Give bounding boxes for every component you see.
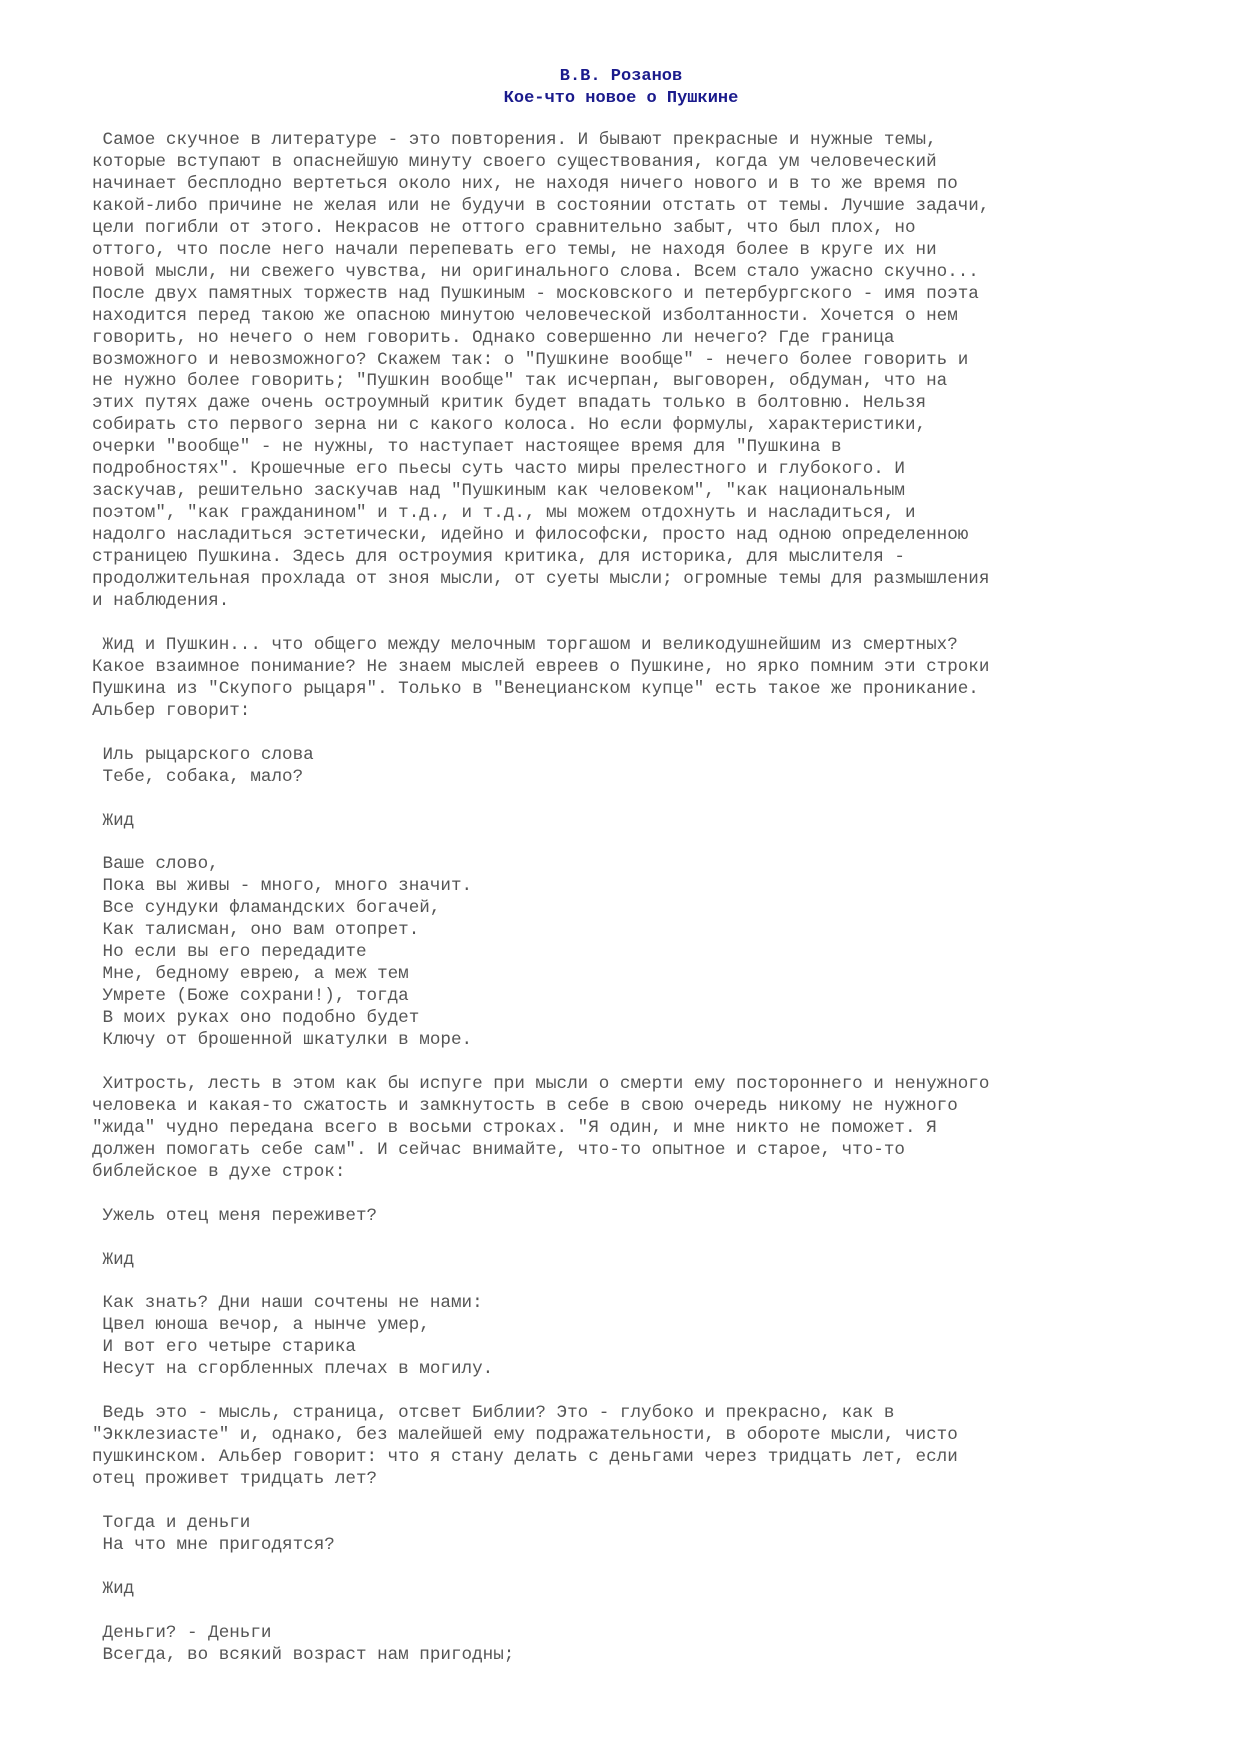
- paragraph: [92, 1293, 1192, 1381]
- text-line: Пока вы живы - много, много значит.: [92, 876, 473, 897]
- text-line: очерки "вообще" - не нужны, то наступает настоящее время для "Пушкина в: [92, 437, 842, 458]
- text-line: находится перед такою же опасною минутою человеческой изболтанности. Хочется о нем: [92, 305, 958, 326]
- text-line: Ведь это - мысль, страница, отсвет Библии? Это - глубоко и прекрасно, как в: [92, 1403, 895, 1424]
- text-line: Альбер говорит:: [92, 700, 251, 721]
- document-title: Кое-что новое о Пушкине: [503, 89, 739, 108]
- text-line: Как талисман, оно вам отопрет.: [92, 920, 420, 941]
- text-line: Ваше слово,: [92, 854, 219, 875]
- text-line: должен помогать себе сам". И сейчас внимайте, что-то опытное и старое, что-то: [92, 1139, 905, 1160]
- text-line: которые вступают в опаснейшую минуту своего существования, когда ум человеческий: [92, 151, 937, 172]
- paragraph: [92, 745, 1192, 789]
- text-line: подробностях". Крошечные его пьесы суть часто миры прелестного и глубокого. И: [92, 459, 905, 480]
- text-line: надолго насладиться эстетически, идейно и философски, просто над одною определенною: [92, 525, 969, 546]
- paragraph-gap: [92, 1381, 1192, 1403]
- paragraph-gap: [92, 1271, 1192, 1293]
- text-line: В моих руках оно подобно будет: [92, 1008, 420, 1029]
- text-line: Тебе, собака, мало?: [92, 766, 304, 787]
- text-line: оттого, что после него начали перепевать его темы, не находя более в круге их ни: [92, 239, 937, 260]
- paragraph-gap: [92, 1557, 1192, 1579]
- paragraph: [92, 854, 1192, 1052]
- paragraph-gap: [92, 832, 1192, 854]
- text-line: человека и какая-то сжатость и замкнутость в себе в свою очередь никому не нужного: [92, 1095, 958, 1116]
- paragraph-gap: [92, 613, 1192, 635]
- paragraph: [92, 1074, 1192, 1184]
- text-line: Жид: [92, 1578, 135, 1599]
- text-line: Самое скучное в литературе - это повторения. И бывают прекрасные и нужные темы,: [92, 130, 937, 150]
- text-line: отец проживет тридцать лет?: [92, 1469, 378, 1489]
- text-line: продолжительная прохлада от зноя мысли, от суеты мысли; огромные темы для размышления: [92, 569, 990, 590]
- paragraph: [92, 1513, 1192, 1557]
- paragraph: [92, 1579, 1192, 1601]
- text-line: этих путях даже очень остроумный критик будет впадать только в болтовню. Нельзя: [92, 393, 927, 414]
- text-line: Как знать? Дни наши сочтены не нами:: [92, 1293, 483, 1314]
- paragraph-gap: [92, 1601, 1192, 1623]
- text-line: Иль рыцарского слова: [92, 744, 314, 765]
- text-line: пушкинском. Альбер говорит: что я стану делать с деньгами через тридцать лет, если: [92, 1447, 958, 1468]
- text-line: не нужно более говорить; "Пушкин вообще" так исчерпан, выговорен, обдуман, что на: [92, 371, 948, 392]
- text-line: собирать сто первого зерна ни с какого колоса. Но если формулы, характеристики,: [92, 415, 927, 436]
- text-line: страницею Пушкина. Здесь для остроумия критика, для историка, для мыслителя -: [92, 547, 905, 568]
- text-line: цели погибли от этого. Некрасов не оттого сравнительно забыт, что был плох, но: [92, 217, 916, 238]
- text-line: И вот его четыре старика: [92, 1337, 356, 1358]
- text-line: Тогда и деньги: [92, 1512, 251, 1533]
- paragraph: [92, 1623, 1192, 1667]
- text-line: Цвел юноша вечор, а нынче умер,: [92, 1315, 430, 1336]
- text-line: После двух памятных торжеств над Пушкиным - московского и петербургского - имя поэта: [92, 283, 979, 304]
- text-line: Умрете (Боже сохрани!), тогда: [92, 986, 409, 1007]
- paragraph: [92, 1403, 1192, 1491]
- paragraph: [92, 1250, 1192, 1272]
- text-line: "Экклезиасте" и, однако, без малейшей ему подражательности, в обороте мысли, чисто: [92, 1425, 958, 1446]
- text-line: возможного и невозможного? Скажем так: о "Пушкине вообще" - нечего более говорить и: [92, 349, 969, 370]
- document-header: [92, 66, 1150, 110]
- paragraph-gap: [92, 1491, 1192, 1513]
- text-line: поэтом", "как гражданином" и т.д., и т.д., мы можем отдохнуть и насладиться, и: [92, 503, 916, 524]
- paragraph: [92, 635, 1192, 723]
- paragraph-gap: [92, 1228, 1192, 1250]
- paragraph-gap: [92, 723, 1192, 745]
- text-line: Пушкина из "Скупого рыцаря". Только в "Венецианском купце" есть такое же проникание.: [92, 678, 979, 699]
- text-line: и наблюдения.: [92, 591, 230, 612]
- document-page: [92, 66, 1192, 1667]
- text-line: Но если вы его передадите: [92, 942, 367, 963]
- text-line: "жида" чудно передана всего в восьми строках. "Я один, и мне никто не поможет. Я: [92, 1117, 937, 1138]
- text-line: Деньги? - Деньги: [92, 1622, 272, 1643]
- paragraph-gap: [92, 789, 1192, 811]
- paragraph: [92, 811, 1192, 833]
- paragraph-gap: [92, 1052, 1192, 1074]
- text-line: Все сундуки фламандских богачей,: [92, 898, 441, 919]
- paragraph: [92, 1206, 1192, 1228]
- text-line: библейское в духе строк:: [92, 1161, 346, 1182]
- text-line: заскучав, решительно заскучав над "Пушкиным как человеком", "как национальным: [92, 481, 905, 502]
- text-line: Ужель отец меня переживет?: [92, 1205, 378, 1226]
- text-line: Всегда, во всякий возраст нам пригодны;: [92, 1644, 515, 1665]
- text-line: Несут на сгорбленных плечах в могилу.: [92, 1359, 494, 1380]
- text-line: начинает бесплодно вертеться около них, не находя ничего нового и в то же время по: [92, 173, 958, 194]
- text-line: какой-либо причине не желая или не будучи в состоянии отстать от темы. Лучшие задачи,: [92, 195, 990, 216]
- text-line: новой мысли, ни свежего чувства, ни оригинального слова. Всем стало ужасно скучно...: [92, 261, 979, 282]
- text-line: Какое взаимное понимание? Не знаем мыслей евреев о Пушкине, но ярко помним эти строки: [92, 656, 990, 677]
- text-line: Жид и Пушкин... что общего между мелочным торгашом и великодушнейшим из смертных?: [92, 634, 958, 655]
- paragraph: [92, 130, 1192, 613]
- text-line: Жид: [92, 810, 135, 831]
- text-line: Хитрость, лесть в этом как бы испуге при мысли о смерти ему постороннего и ненужного: [92, 1073, 990, 1094]
- text-line: Жид: [92, 1249, 135, 1270]
- text-line: Мне, бедному еврею, а меж тем: [92, 964, 409, 985]
- text-line: На что мне пригодятся?: [92, 1534, 335, 1555]
- text-line: говорить, но нечего о нем говорить. Однако совершенно ли нечего? Где граница: [92, 327, 895, 348]
- text-line: Ключу от брошенной шкатулки в море.: [92, 1030, 473, 1051]
- author-name: В.В. Розанов: [559, 67, 683, 86]
- document-body: [92, 130, 1192, 1667]
- paragraph-gap: [92, 1184, 1192, 1206]
